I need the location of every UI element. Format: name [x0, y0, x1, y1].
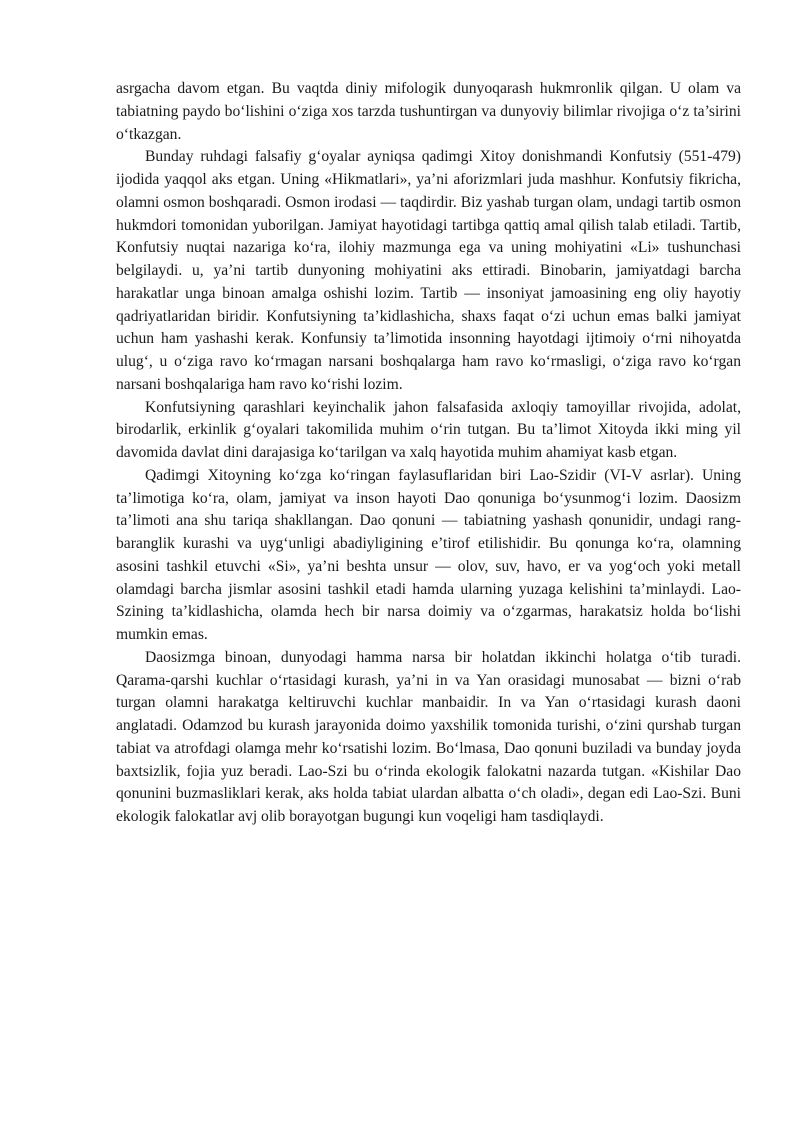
paragraph-1: asrgacha davom etgan. Bu vaqtda diniy mifologik dunyoqarash hukmronlik qilgan. U olam va tabiatning paydo bo‘lishini o‘ziga xos tarzda tushuntirgan va dunyoviy bilimlar rivojiga o‘z ta’sirini o‘tkazgan. [116, 80, 741, 143]
paragraph-4: Qadimgi Xitoyning ko‘zga ko‘ringan faylasuflaridan biri Lao-Szidir (VI-V asrlar). Uning ta’limotiga ko‘ra, olam, jamiyat va inson hayoti Dao qonuniga bo‘ysunmog‘i lozim. Daosizm ta’limoti ana shu tariqa shakllangan. Dao qonuni — tabiatning yashash qonunidir, undagi rang-baranglik kurashi va uyg‘unligi abadiyligining e’tirof etilishidir. Bu qonunga ko‘ra, olamning asosini tashkil etuvchi «Si», ya’ni beshta unsur — olov, suv, havo, er va yog‘och yoki metall olamdagi barcha jismlar asosini tashkil etadi hamda ularning yuzaga kelishini ta’minlaydi. Lao-Szining ta’kidlashicha, olamda hech bir narsa doimiy va o‘zgarmas, harakatsiz holda bo‘lishi mumkin emas. [116, 466, 741, 643]
body-text [116, 78, 741, 829]
paragraph-2: Bunday ruhdagi falsafiy g‘oyalar ayniqsa qadimgi Xitoy donishmandi Konfutsiy (551-479) ijodida yaqqol aks etgan. Uning «Hikmatlari», ya’ni aforizmlari juda mashhur. Konfutsiy fikricha, olamni osmon boshqaradi. Osmon irodasi — taqdirdir. Biz yashab turgan olam, undagi tartib osmon hukmdori tomonidan yuborilgan. Jamiyat hayotidagi tartibga qattiq amal qilish talab etiladi. Tartib, Konfutsiy nuqtai nazariga ko‘ra, ilohiy mazmunga ega va uning mohiyatini «Li» tushunchasi belgilaydi. u, ya’ni tartib dunyoning mohiyatini aks ettiradi. Binobarin, jamiyatdagi barcha harakatlar unga binoan amalga oshishi lozim. Tartib — insoniyat jamoasining eng oliy hayotiy qadriyatlaridan biridir. Konfutsiyning ta’kidlashicha, shaxs faqat o‘zi uchun emas balki jamiyat uchun ham yashashi kerak. Konfunsiy ta’limotida insonning hayotdagi ijtimoiy o‘rni nihoyatda ulug‘, u o‘ziga ravo ko‘rmagan narsani boshqalarga ham ravo ko‘rmasligi, o‘ziga ravo ko‘rgan narsani boshqalariga ham ravo ko‘rishi lozim. [116, 148, 741, 393]
paragraph-3: Konfutsiyning qarashlari keyinchalik jahon falsafasida axloqiy tamoyillar rivojida, adolat, birodarlik, erkinlik g‘oyalari takomilida muhim o‘rin tutgan. Bu ta’limot Xitoyda ikki ming yil davomida davlat dini darajasiga ko‘tarilgan va xalq hayotida muhim ahamiyat kasb etgan. [116, 398, 741, 461]
paragraph-5: Daosizmga binoan, dunyodagi hamma narsa bir holatdan ikkinchi holatga o‘tib turadi. Qarama-qarshi kuchlar o‘rtasidagi kurash, ya’ni in va Yan orasidagi munosabat — bizni o‘rab turgan olamni harakatga keltiruvchi kuchlar manbaidir. In va Yan o‘rtasidagi kurash daoni anglatadi. Odamzod bu kurash jarayonida doimo yaxshilik tomonida turishi, o‘zini qurshab turgan tabiat va atrofdagi olamga mehr ko‘rsatishi lozim. Bo‘lmasa, Dao qonuni buziladi va bunday joyda baxtsizlik, fojia yuz beradi. Lao-Szi bu o‘rinda ekologik falokatni nazarda tutgan. «Kishilar Dao qonunini buzmasliklari kerak, aks holda tabiat ulardan albatta o‘ch oladi», degan edi Lao-Szi. Buni ekologik falokatlar avj olib borayotgan bugungi kun voqeligi ham tasdiqlaydi. [116, 648, 741, 825]
